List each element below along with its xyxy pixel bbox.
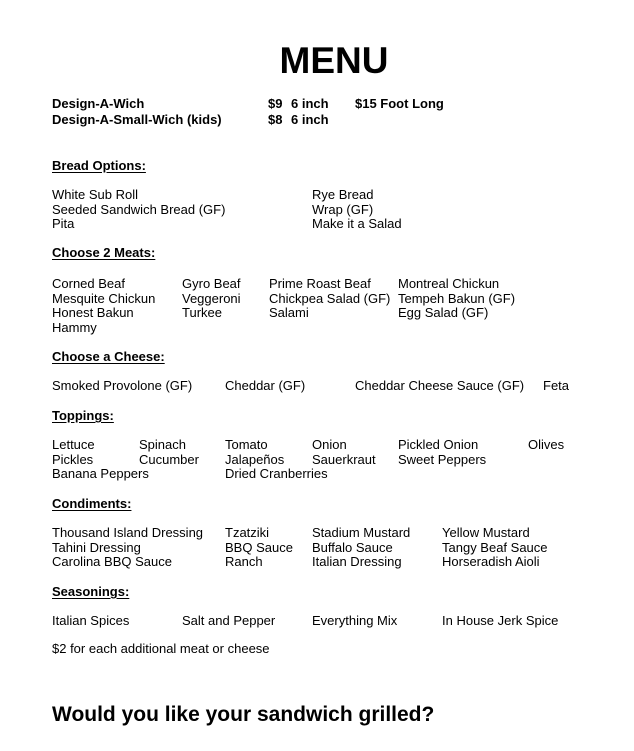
list-item: Tomato (225, 437, 268, 452)
toppings-column (312, 438, 376, 467)
toppings-column (398, 438, 486, 467)
list-item: Buffalo Sauce (312, 539, 393, 555)
list-item: Veggeroni (182, 290, 241, 306)
section-heading: Choose a Cheese: (52, 349, 165, 364)
meats-column (182, 277, 241, 321)
list-item: Cheddar Cheese Sauce (GF) (355, 378, 525, 393)
list-item: Hammy (52, 319, 97, 335)
list-item: Italian Dressing (312, 554, 402, 569)
price-size: 6 inch (291, 96, 329, 111)
list-item: Turkee (182, 305, 222, 320)
list-item: Thousand Island Dressing (52, 525, 204, 540)
list-item: Spinach (139, 437, 186, 452)
list-item: Salami (269, 305, 309, 320)
toppings-column (52, 438, 149, 482)
list-item: Prime Roast Beaf (269, 276, 371, 291)
price-item-name: Design-A-Small-Wich (kids) (52, 112, 222, 127)
list-item: Cucumber (139, 451, 199, 467)
section-heading: Condiments: (52, 496, 132, 511)
list-item: Pickled Onion (398, 437, 479, 452)
list-item: Pickles (52, 451, 94, 467)
list-item: In House Jerk Spice (442, 613, 559, 628)
price-item-name: Design-A-Wich (52, 96, 145, 111)
price-value: $8 (268, 112, 283, 127)
section-heading: Bread Options: (52, 158, 146, 173)
list-item: Dried Cranberries (225, 466, 328, 481)
toppings-column (528, 438, 564, 453)
condiments-column (442, 526, 548, 570)
list-item: Wrap (GF) (312, 201, 374, 217)
list-item: Carolina BBQ Sauce (52, 554, 172, 569)
list-item: Chickpea Salad (GF) (269, 290, 391, 306)
list-item: Gyro Beaf (182, 276, 241, 291)
list-item: Make it a Salad (312, 216, 402, 231)
list-item: Tangy Beaf Sauce (442, 539, 548, 555)
list-item: Onion (312, 437, 347, 452)
list-item: Italian Spices (52, 613, 130, 628)
list-item: Montreal Chickun (398, 276, 500, 291)
list-item: Salt and Pepper (182, 613, 276, 628)
list-item: Mesquite Chickun (52, 290, 156, 306)
price-size: 6 inch (291, 112, 329, 127)
meats-column (52, 277, 155, 335)
price-foot-long: $15 Foot Long (355, 96, 444, 111)
meats-column (269, 277, 390, 321)
list-item: Sauerkraut (312, 451, 376, 467)
list-item: Everything Mix (312, 613, 398, 628)
condiments-column (52, 526, 203, 570)
list-item: Egg Salad (GF) (398, 305, 489, 320)
list-item: Lettuce (52, 437, 95, 452)
list-item: Horseradish Aioli (442, 554, 540, 569)
condiments-column (312, 526, 410, 570)
list-item: Stadium Mustard (312, 525, 411, 540)
section-heading: Seasonings: (52, 584, 130, 599)
additional-cost-note: $2 for each additional meat or cheese (52, 641, 270, 656)
bread-column (52, 188, 225, 232)
bread-column (312, 188, 402, 232)
list-item: BBQ Sauce (225, 539, 293, 555)
list-item: Olives (528, 437, 565, 452)
list-item: Jalapeños (225, 451, 285, 467)
list-item: Sweet Peppers (398, 451, 487, 467)
list-item: Rye Bread (312, 187, 374, 202)
list-item: Pita (52, 216, 75, 231)
page-title: MENU (279, 40, 389, 81)
list-item: Tzatziki (225, 525, 270, 540)
list-item: Smoked Provolone (GF) (52, 378, 193, 393)
toppings-column (139, 438, 199, 467)
meats-column (398, 277, 515, 321)
condiments-column (225, 526, 293, 570)
section-heading: Toppings: (52, 408, 114, 423)
list-item: Tahini Dressing (52, 539, 141, 555)
grilled-question: Would you like your sandwich grilled? (52, 703, 435, 726)
section-heading: Choose 2 Meats: (52, 245, 156, 260)
list-item: Feta (543, 378, 570, 393)
list-item: Yellow Mustard (442, 525, 530, 540)
list-item: Corned Beaf (52, 276, 125, 291)
list-item: Ranch (225, 554, 263, 569)
price-value: $9 (268, 96, 283, 111)
list-item: Cheddar (GF) (225, 378, 306, 393)
list-item: Banana Peppers (52, 466, 149, 481)
list-item: White Sub Roll (52, 187, 138, 202)
list-item: Tempeh Bakun (GF) (398, 290, 516, 306)
list-item: Seeded Sandwich Bread (GF) (52, 201, 226, 217)
list-item: Honest Bakun (52, 305, 134, 320)
